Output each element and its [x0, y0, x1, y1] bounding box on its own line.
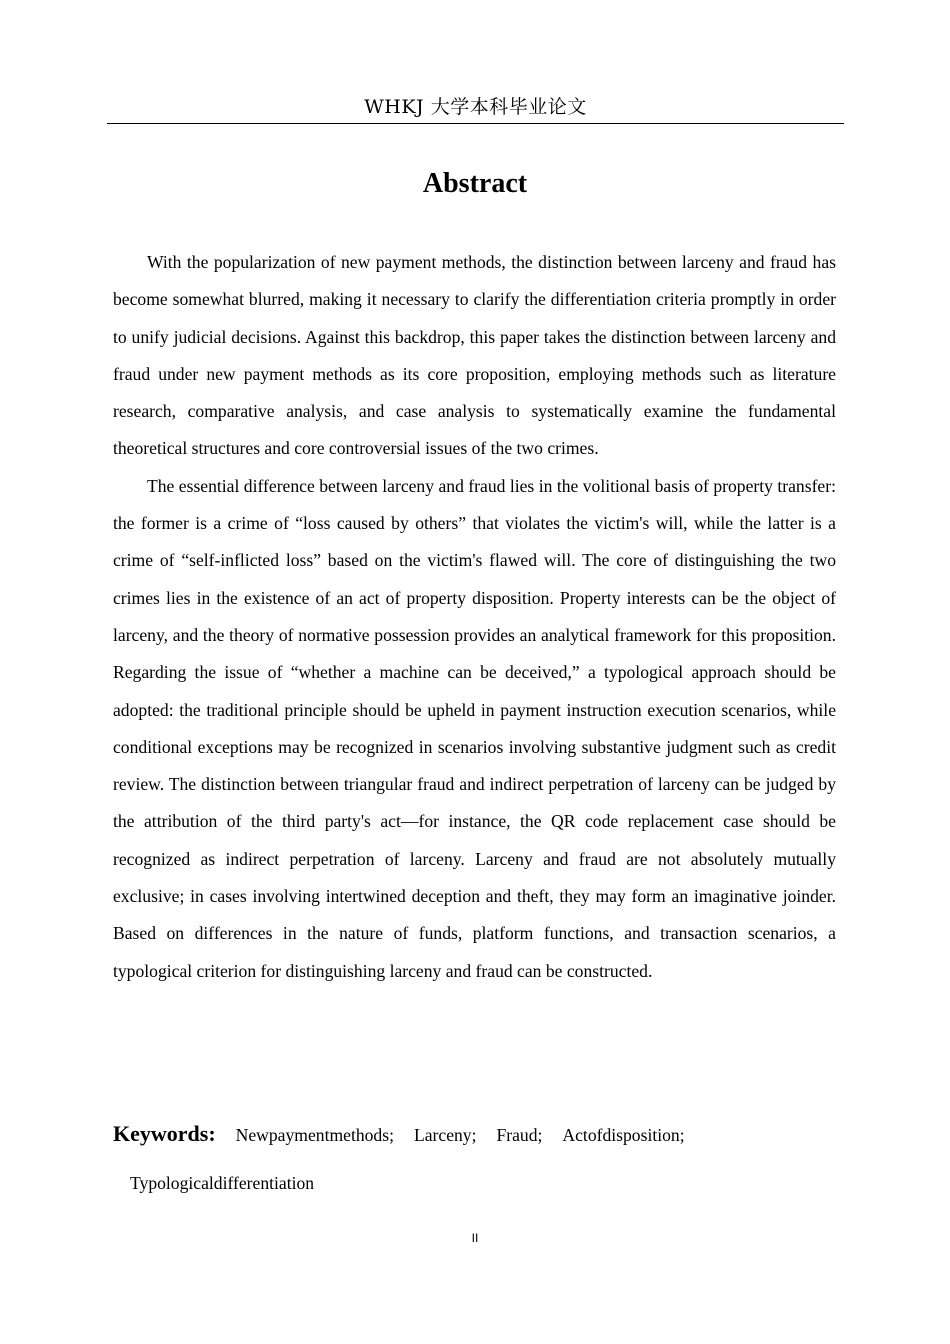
abstract-paragraph-2: The essential difference between larceny and fraud lies in the volitional basis of property transfer: the former is a crime of “loss caused by others” that violates the victim's will, while the latter is a crime of “self-inflicted loss” based on the victim's flawed will. The core of distinguishing the two crimes lies in the existence of an act of property disposition. Property interests can be the object of larceny, and the theory of normative possession provides an analytical framework for this proposition. Regarding the issue of “whether a machine can be deceived,” a typological approach should be adopted: the traditional principle should be upheld in payment instruction execution scenarios, while conditional exceptions may be recognized in scenarios involving substantive judgment such as credit review. The distinction between triangular fraud and indirect perpetration of larceny can be judged by the attribution of the third party's act—for instance, the QR code replacement case should be recognized as indirect perpetration of larceny. Larceny and fraud are not absolutely mutually exclusive; in cases involving intertwined deception and theft, they may form an imaginative joinder. Based on differences in the nature of funds, platform functions, and transaction scenarios, a typological criterion for distinguishing larceny and fraud can be constructed. [113, 475, 836, 981]
keywords-line-1 [113, 1110, 836, 1159]
keyword-item: Newpaymentmethods; [235, 1125, 394, 1145]
keywords-section [113, 1110, 836, 1207]
abstract-paragraph-1: With the popularization of new payment methods, the distinction between larceny and fraud has become somewhat blurred, making it necessary to clarify the differentiation criteria promptly in order to unify judicial decisions. Against this backdrop, this paper takes the distinction between larceny and fraud under new payment methods as its core proposition, employing methods such as literature research, comparative analysis, and case analysis to systematically examine the fundamental theoretical structures and core controversial issues of the two crimes. [113, 252, 836, 459]
keyword-item: Larceny; [413, 1125, 477, 1145]
keyword-item: Fraud; [496, 1125, 543, 1145]
header-rule [107, 123, 844, 124]
abstract-title: Abstract [422, 168, 528, 199]
page-number: II [471, 1231, 479, 1245]
keywords-line-2 [113, 1159, 836, 1207]
keywords-label: Keywords: [113, 1121, 216, 1146]
keyword-item: Typologicaldifferentiation [130, 1173, 315, 1193]
keyword-item: Actofdisposition; [562, 1125, 685, 1145]
abstract-body [113, 244, 836, 990]
running-header: WHKJ 大学本科毕业论文 [364, 96, 587, 118]
